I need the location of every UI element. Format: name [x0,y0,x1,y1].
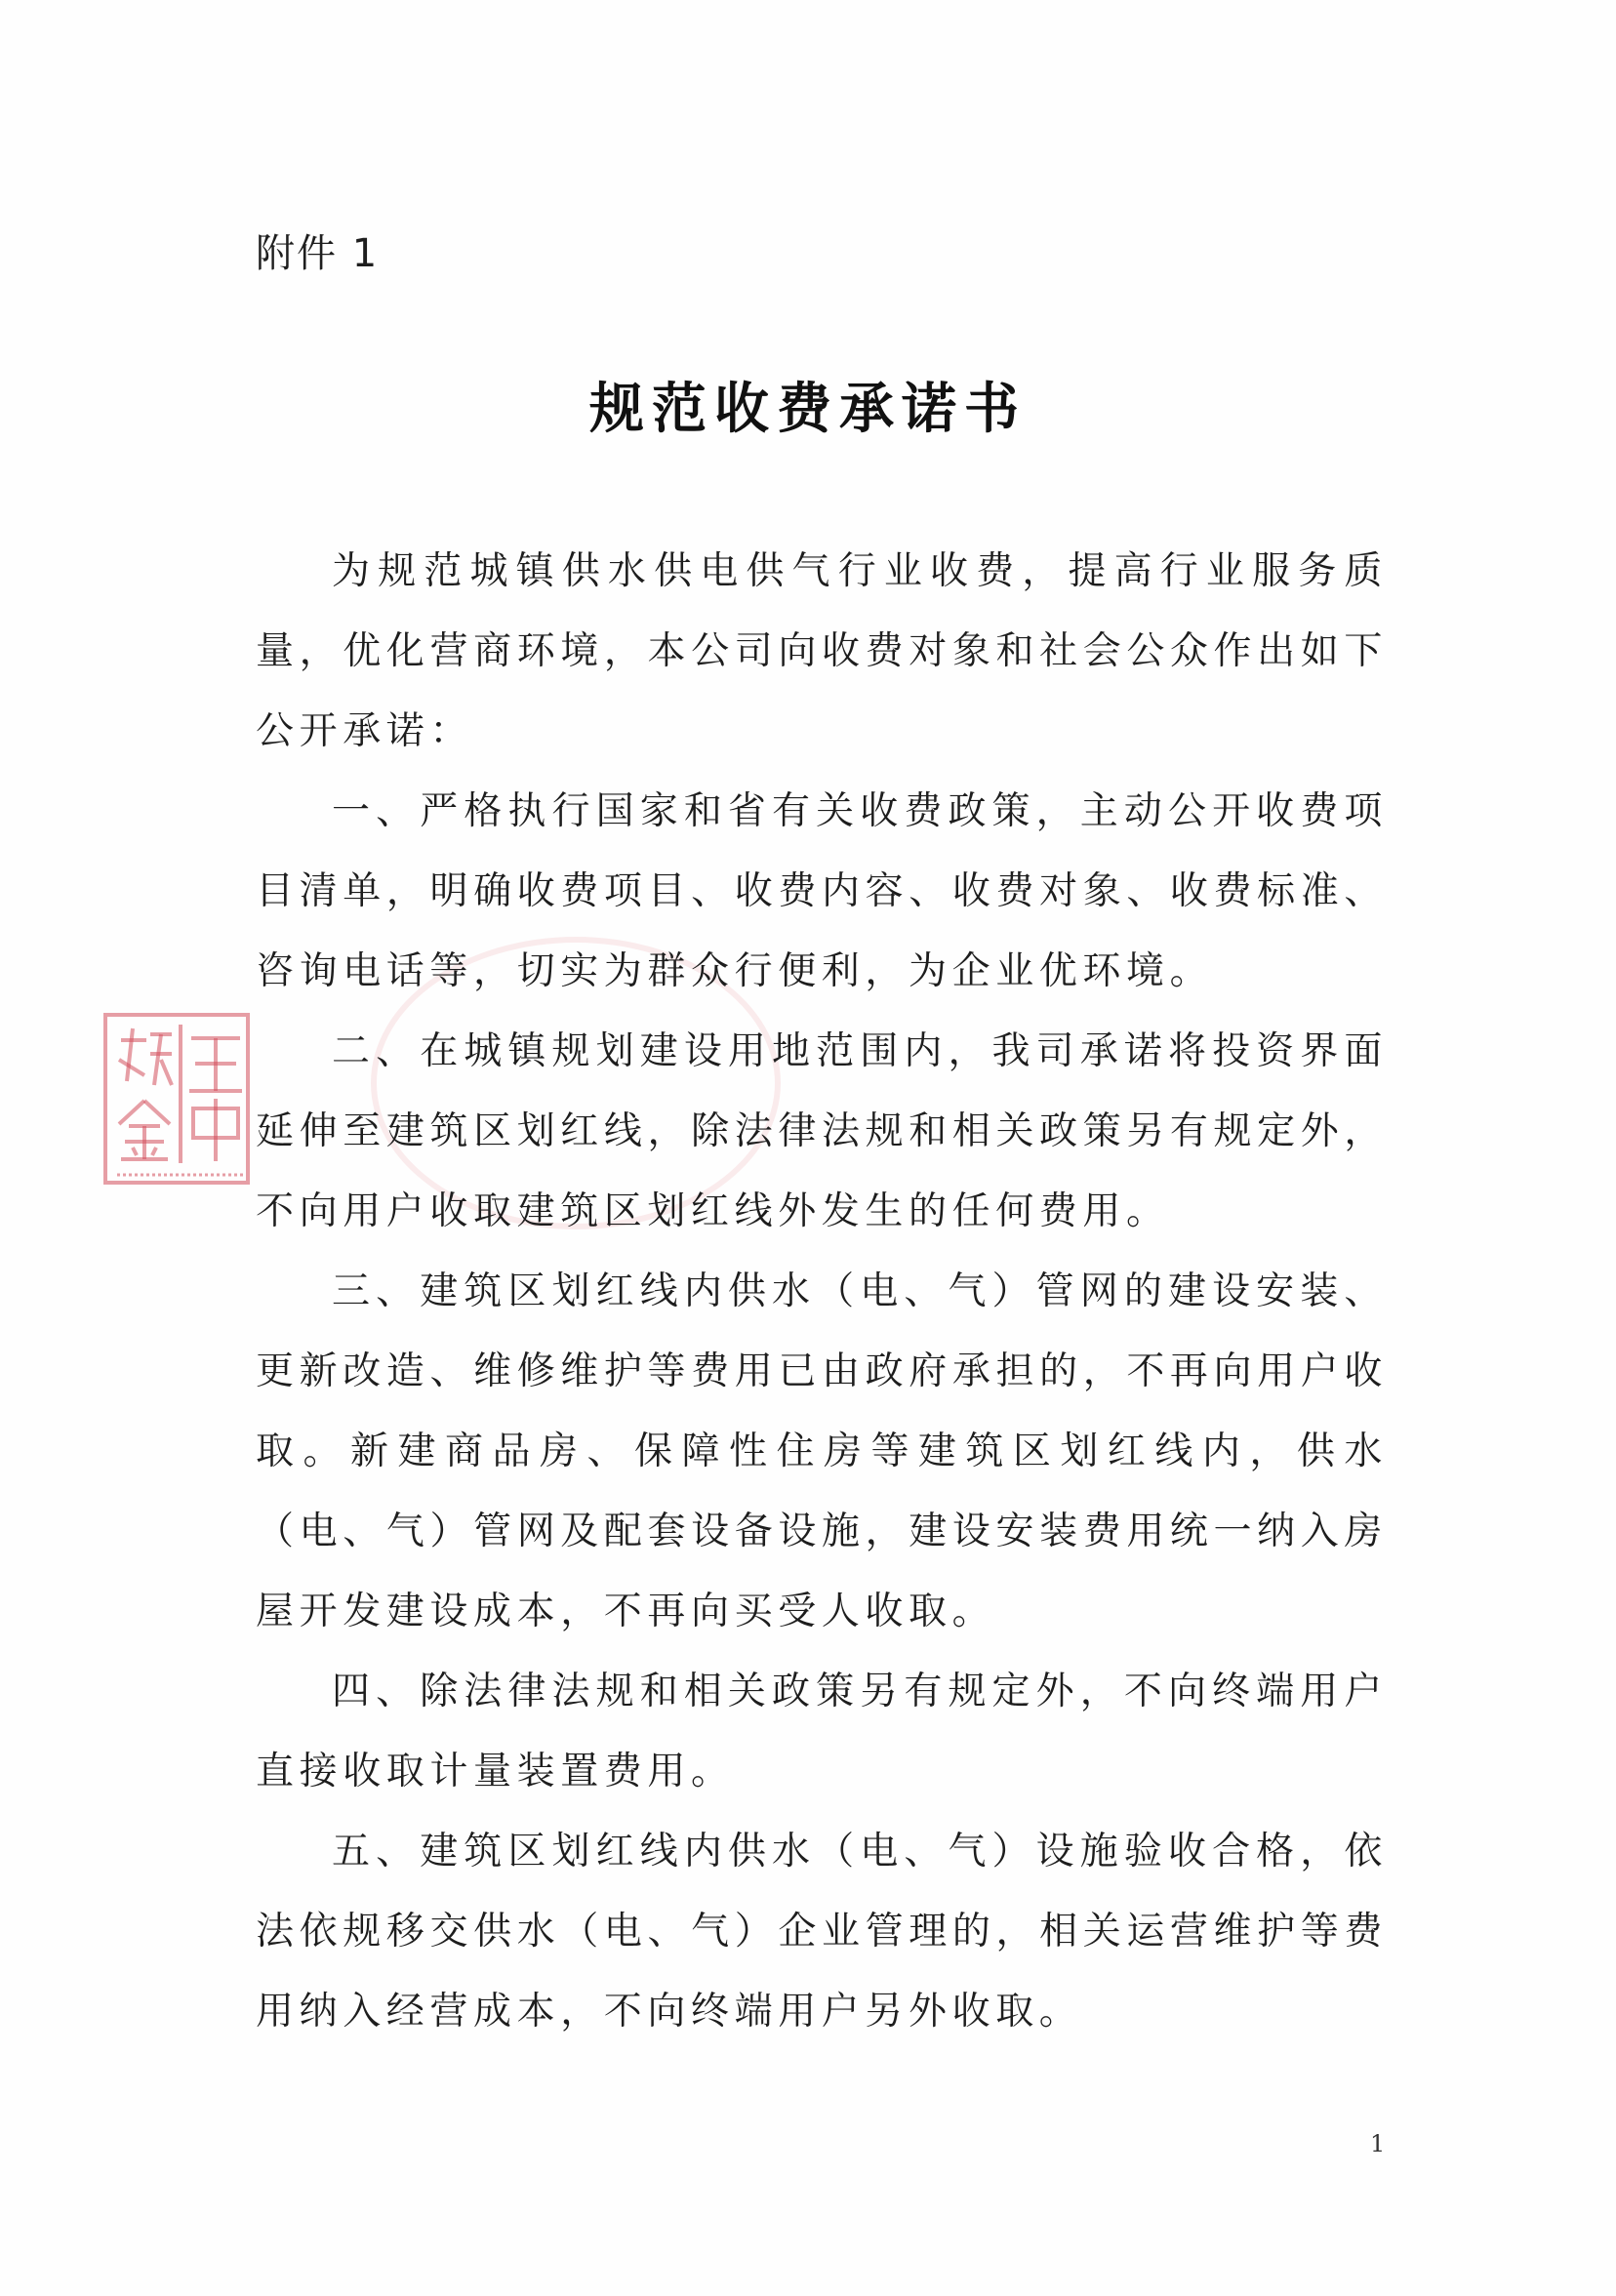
name-stamp-graphic [107,1017,254,1188]
paragraph-item-1: 一、严格执行国家和省有关收费政策，主动公开收费项目清单，明确收费项目、收费内容、收费对象、收费标准、咨询电话等，切实为群众行便利，为企业优环境。 [256,789,1388,993]
paragraph-item-2: 二、在城镇规划建设用地范围内，我司承诺将投资界面延伸至建筑区划红线，除法律法规和相关政策另有规定外，不向用户收取建筑区划红线外发生的任何费用。 [256,1029,1388,1233]
paragraph-item-3: 三、建筑区划红线内供水（电、气）管网的建设安装、更新改造、维修维护等费用已由政府承担的，不再向用户收取。新建商品房、保障性住房等建筑区划红线内，供水（电、气）管网及配套设备设施，建设安装费用统一纳入房屋开发建设成本，不再向买受人收取。 [256,1269,1388,1633]
page-number: 1 [1370,2130,1386,2157]
document-body [256,532,1388,2052]
paragraph-item-4: 四、除法律法规和相关政策另有规定外，不向终端用户直接收取计量装置费用。 [256,1670,1388,1793]
attachment-label: 附件 1 [256,231,380,276]
paragraph-intro: 为规范城镇供水供电供气行业收费，提高行业服务质量，优化营商环境，本公司向收费对象和社会公众作出如下公开承诺： [256,549,1388,753]
paragraph-item-5: 五、建筑区划红线内供水（电、气）设施验收合格，依法依规移交供水（电、气）企业管理的，相关运营维护等费用纳入经营成本，不向终端用户另外收取。 [256,1830,1388,2034]
document-title: 规范收费承诺书 [589,378,1027,441]
personal-name-stamp [103,1013,250,1185]
